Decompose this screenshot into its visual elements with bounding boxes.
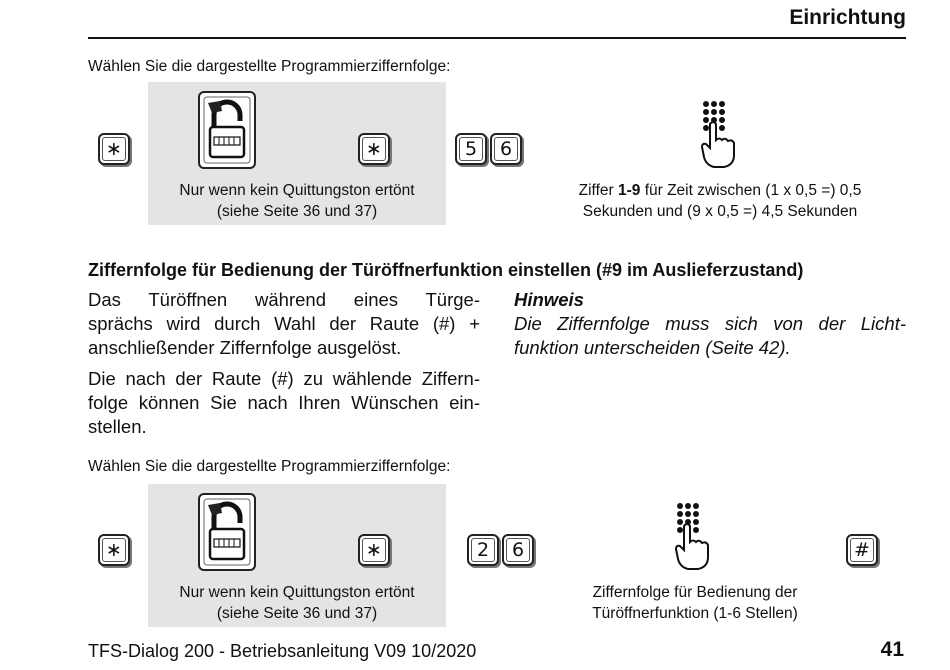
body-paragraph-1 (88, 288, 480, 360)
instruction-text: Wählen Sie die dargestellte Programmierziffernfolge: (88, 58, 451, 75)
hint-title: Hinweis (514, 289, 584, 310)
caption-line: Ziffernfolge für Bedienung der (592, 584, 798, 601)
hint-box (514, 288, 906, 360)
digit-key: 6 (502, 534, 534, 566)
hash-key: # (846, 534, 878, 566)
caption-line: Sekunden und (9 x 0,5 =) 4,5 Sekunden (582, 203, 858, 220)
door-opener-caption (545, 582, 845, 624)
caption-line: Ziffer 1-9 für Zeit zwischen (1 x 0,5 =) 0,5 (578, 182, 862, 199)
instruction-text: Wählen Sie die dargestellte Programmierziffernfolge: (88, 458, 451, 475)
page-number: 41 (880, 638, 904, 661)
padlock-icon (198, 91, 256, 169)
text-line: anschließender Ziffernfolge ausgelöst. (88, 337, 402, 358)
star-key: ∗ (358, 133, 390, 165)
star-key: ∗ (98, 133, 130, 165)
caption-line: Türöffnerfunktion (1-6 Stellen) (592, 605, 798, 622)
digit-key: 2 (467, 534, 499, 566)
star-key: ∗ (98, 534, 130, 566)
section-heading: Ziffernfolge für Bedienung der Türöffnerfunktion einstellen (#9 im Auslieferzustand) (88, 260, 804, 280)
text-line: Die nach der Raute (#) zu wählende Ziffern- (88, 368, 480, 389)
digit-range-caption (520, 180, 920, 222)
header-divider (88, 37, 906, 39)
text-line: stellen. (88, 416, 147, 437)
text-line: sprächs wird durch Wahl der Raute (#) + (88, 313, 480, 334)
star-key: ∗ (358, 534, 390, 566)
footer-text: TFS-Dialog 200 - Betriebsanleitung V09 10/2020 (88, 641, 477, 661)
text-line: folge können Sie nach Ihren Wünschen ein- (88, 392, 480, 413)
caption-line: Nur wenn kein Quittungston ertönt (179, 182, 415, 199)
padlock-icon (198, 493, 256, 571)
text-line: funktion unterscheiden (Seite 42). (514, 337, 791, 358)
text-line: Das Türöffnen während eines Türge- (88, 289, 480, 310)
caption-line: (siehe Seite 36 und 37) (216, 605, 378, 622)
caption-line: (siehe Seite 36 und 37) (216, 203, 378, 220)
gray-caption (148, 180, 446, 222)
keypad-finger-icon (696, 98, 742, 170)
chapter-title: Einrichtung (789, 6, 906, 29)
gray-caption (148, 582, 446, 624)
text-line: Die Ziffernfolge muss sich von der Licht- (514, 313, 906, 334)
caption-line: Nur wenn kein Quittungston ertönt (179, 584, 415, 601)
digit-key: 5 (455, 133, 487, 165)
body-paragraph-2 (88, 367, 480, 439)
keypad-finger-icon (670, 500, 716, 572)
digit-key: 6 (490, 133, 522, 165)
